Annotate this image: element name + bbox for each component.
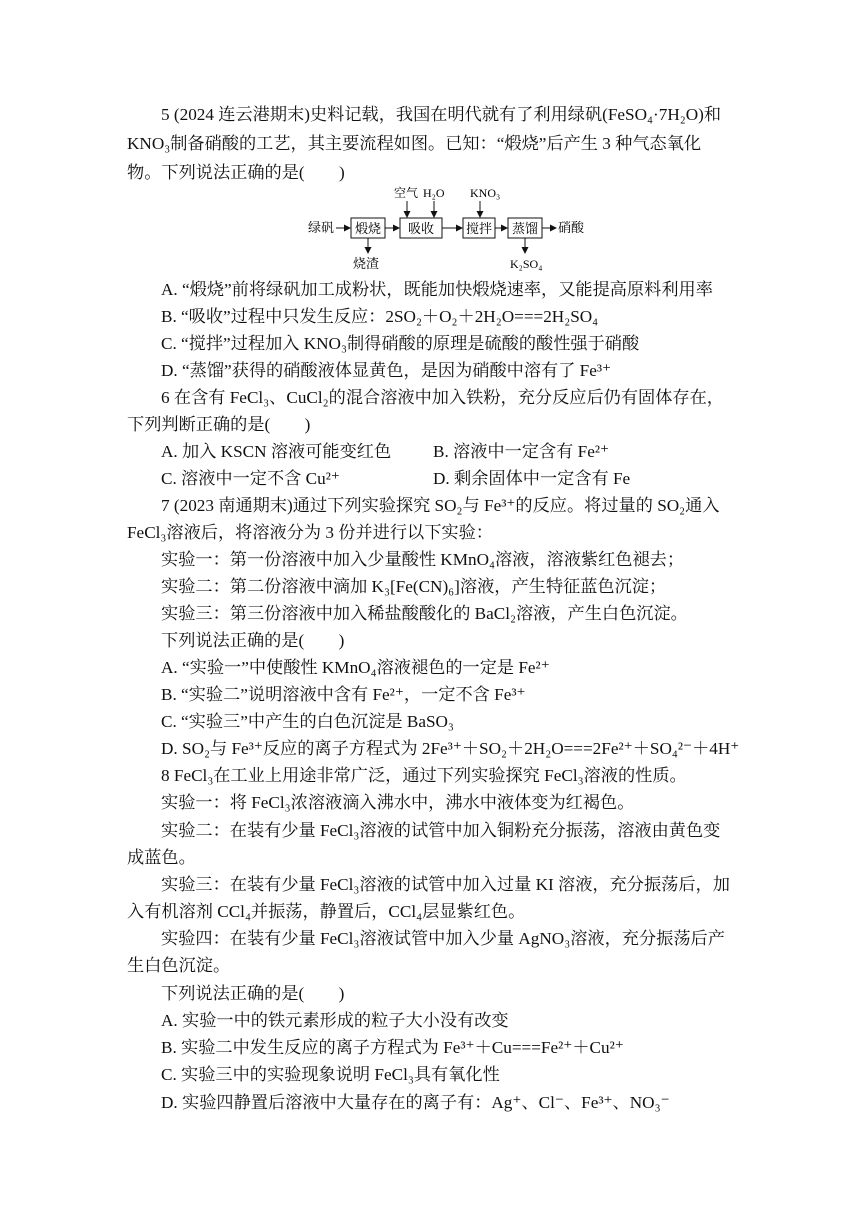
q7-experiment-3: 实验三：第三份溶液中加入稀盐酸酸化的 BaCl₂溶液，产生白色沉淀。 xyxy=(161,604,688,623)
q5-line3: 物。下列说法正确的是( ) xyxy=(127,163,345,182)
flow-step-label: 吸收 xyxy=(408,221,435,236)
q8-option-b: B. 实验二中发生反应的离子方程式为 Fe³⁺＋Cu===Fe²⁺＋Cu²⁺ xyxy=(161,1038,624,1057)
q6-line1: 6 在含有 FeCl₃、CuCl₂的混合溶液中加入铁粉，充分反应后仍有固体存在， xyxy=(161,388,724,407)
flow-input-label: 绿矾 xyxy=(308,220,335,235)
q5-line1: 5 (2024 连云港期末)史料记载，我国在明代就有了利用绿矾(FeSO₄·7H₂O)和 xyxy=(161,105,722,124)
q8-line1: 8 FeCl₃在工业上用途非常广泛，通过下列实验探究 FeCl₃溶液的性质。 xyxy=(161,766,687,785)
q7-option-d: D. SO₂与 Fe³⁺反应的离子方程式为 2Fe³⁺＋SO₂＋2H₂O===2Fe²⁺＋SO₄²⁻＋4H⁺ xyxy=(161,739,740,758)
q6-line2: 下列判断正确的是( ) xyxy=(127,415,311,434)
q8-experiment-2: 实验二：在装有少量 FeCl₃溶液的试管中加入铜粉充分振荡，溶液由黄色变 xyxy=(161,821,721,840)
q7-line2: FeCl₃溶液后，将溶液分为 3 份并进行以下实验： xyxy=(127,523,493,542)
flow-step-label: 搅拌 xyxy=(466,221,493,236)
q8-experiment-3: 实验三：在装有少量 FeCl₃溶液的试管中加入过量 KI 溶液，充分振荡后，加 xyxy=(161,875,730,894)
q6-option-c: C. 溶液中一定不含 Cu²⁺ xyxy=(161,469,340,488)
q8-prompt: 下列说法正确的是( ) xyxy=(161,984,345,1003)
flow-step-label: 蒸馏 xyxy=(512,221,539,236)
q8-experiment-4: 实验四：在装有少量 FeCl₃溶液试管中加入少量 AgNO₃溶液，充分振荡后产 xyxy=(161,929,725,948)
q8-option-c: C. 实验三中的实验现象说明 FeCl₃具有氧化性 xyxy=(161,1065,500,1084)
flow-bottom-output: 烧渣 xyxy=(353,256,380,271)
q7-option-c: C. “实验三”中产生的白色沉淀是 BaSO₃ xyxy=(161,712,454,731)
q7-prompt: 下列说法正确的是( ) xyxy=(161,631,345,650)
flow-top-input: H₂O xyxy=(423,186,445,200)
q8-experiment-1: 实验一：将 FeCl₃浓溶液滴入沸水中，沸水中液体变为红褐色。 xyxy=(161,793,635,812)
q8-experiment-2-cont: 成蓝色。 xyxy=(127,848,196,867)
q8-option-d: D. 实验四静置后溶液中大量存在的离子有：Ag⁺、Cl⁻、Fe³⁺、NO₃⁻ xyxy=(161,1093,670,1112)
q6-option-b: B. 溶液中一定含有 Fe²⁺ xyxy=(433,442,610,461)
q8-option-a: A. 实验一中的铁元素形成的粒子大小没有改变 xyxy=(161,1011,509,1030)
q5-line2: KNO₃制备硝酸的工艺，其主要流程如图。已知：“煅烧”后产生 3 种气态氧化 xyxy=(127,134,702,153)
q7-experiment-1: 实验一：第一份溶液中加入少量酸性 KMnO₄溶液，溶液紫红色褪去； xyxy=(161,550,685,569)
q8-experiment-3-cont: 入有机溶剂 CCl₄并振荡，静置后，CCl₄层显紫红色。 xyxy=(127,902,526,921)
q6-option-a: A. 加入 KSCN 溶液可能变红色 xyxy=(161,442,392,461)
flow-top-input: KNO₃ xyxy=(470,186,501,200)
q5-option-b: B. “吸收”过程中只发生反应：2SO₂＋O₂＋2H₂O===2H₂SO₄ xyxy=(161,307,599,326)
flow-output-label: 硝酸 xyxy=(558,220,585,235)
q5-option-a: A. “煅烧”前将绿矾加工成粉状，既能加快煅烧速率，又能提高原料利用率 xyxy=(161,280,713,299)
flow-step-label: 煅烧 xyxy=(355,221,382,236)
flow-bottom-output: K₂SO₄ xyxy=(510,257,543,271)
q7-line1: 7 (2023 南通期末)通过下列实验探究 SO₂与 Fe³⁺的反应。将过量的 SO₂通入 xyxy=(161,496,720,515)
q6-option-d: D. 剩余固体中一定含有 Fe xyxy=(433,469,631,488)
q5-option-c: C. “搅拌”过程加入 KNO₃制得硝酸的原理是硫酸的酸性强于硝酸 xyxy=(161,334,640,353)
q8-experiment-4-cont: 生白色沉淀。 xyxy=(127,956,231,975)
q5-option-d: D. “蒸馏”获得的硝酸液体显黄色，是因为硝酸中溶有了 Fe³⁺ xyxy=(161,361,612,380)
q7-option-a: A. “实验一”中使酸性 KMnO₄溶液褪色的一定是 Fe²⁺ xyxy=(161,658,550,677)
q7-option-b: B. “实验二”说明溶液中含有 Fe²⁺，一定不含 Fe³⁺ xyxy=(161,685,526,704)
process-flow-diagram xyxy=(300,180,630,275)
flow-top-input: 空气 xyxy=(394,186,419,200)
q7-experiment-2: 实验二：第二份溶液中滴加 K₃[Fe(CN)₆]溶液，产生特征蓝色沉淀； xyxy=(161,577,667,596)
